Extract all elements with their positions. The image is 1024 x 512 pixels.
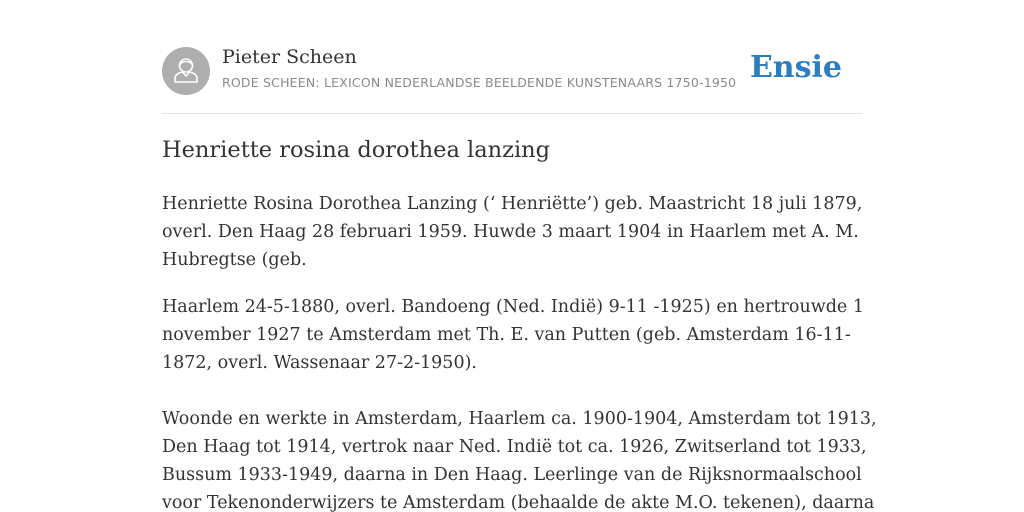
paragraph-line: Bussum 1933-1949, daarna in Den Haag. Leerlinge van de Rijksnormaalschool <box>162 465 862 485</box>
paragraph-line: Haarlem 24-5-1880, overl. Bandoeng (Ned. Indië) 9-11 -1925) en hertrouwde 1 <box>162 297 864 317</box>
article-header <box>162 46 862 96</box>
paragraph-line: Den Haag tot 1914, vertrok naar Ned. Indië tot ca. 1926, Zwitserland tot 1933, <box>162 437 867 457</box>
paragraph-line: 1872, overl. Wassenaar 27-2-1950). <box>162 353 477 373</box>
paragraph-line: overl. Den Haag 28 februari 1959. Huwde 3 maart 1904 in Haarlem met A. M. <box>162 222 859 242</box>
paragraph-3 <box>162 405 877 512</box>
ensie-logo[interactable]: Ensie <box>749 50 842 85</box>
paragraph-1 <box>162 190 862 274</box>
paragraph-2 <box>162 293 862 377</box>
author-source[interactable]: RODE SCHEEN: LEXICON NEDERLANDSE BEELDENDE KUNSTENAARS 1750-1950 <box>222 75 737 90</box>
user-icon <box>162 47 210 95</box>
paragraph-line: Hubregtse (geb. <box>162 250 307 270</box>
paragraph-line: Woonde en werkte in Amsterdam, Haarlem ca. 1900-1904, Amsterdam tot 1913, <box>162 409 877 429</box>
author-name[interactable]: Pieter Scheen <box>222 46 357 68</box>
paragraph-line: november 1927 te Amsterdam met Th. E. van Putten (geb. Amsterdam 16-11- <box>162 325 851 345</box>
paragraph-line: Henriette Rosina Dorothea Lanzing (‘ Henriëtte’) geb. Maastricht 18 juli 1879, <box>162 194 863 214</box>
page-title: Henriette rosina dorothea lanzing <box>162 137 551 163</box>
avatar[interactable] <box>162 47 210 95</box>
paragraph-line: voor Tekenonderwijzers te Amsterdam (behaalde de akte M.O. tekenen), daarna <box>162 493 875 512</box>
header-divider <box>162 113 862 114</box>
